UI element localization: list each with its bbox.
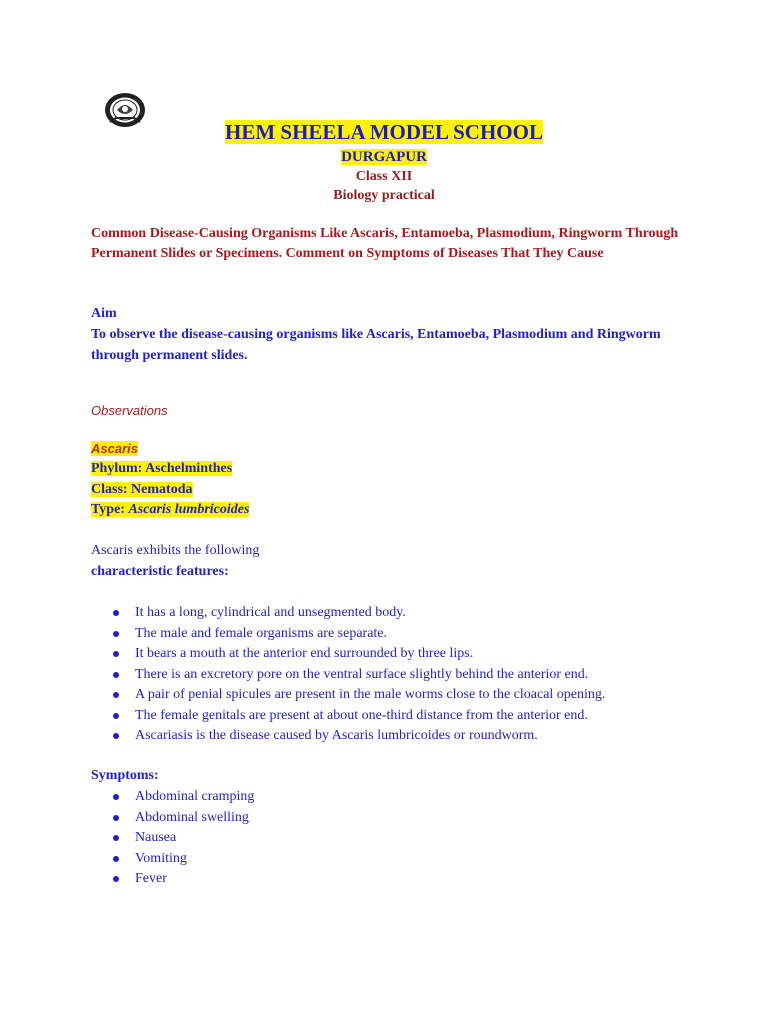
list-item: The female genitals are present at about one-third distance from the anterior end. [113,706,605,727]
list-item: Vomiting [113,849,254,870]
list-item: Fever [113,869,254,890]
practical-title: Common Disease-Causing Organisms Like Ascaris, Entamoeba, Plasmodium, Ringworm Through Permanent Slides or Specimens. Comment on Symptoms of Diseases That They Cause [91,226,679,261]
list-item: There is an excretory pore on the ventral surface slightly behind the anterior end. [113,665,605,686]
list-item: A pair of penial spicules are present in the male worms close to the cloacal opening. [113,685,605,706]
features-intro: Ascaris exhibits the following [91,543,260,558]
type-line [91,500,249,520]
aim-label: Aim [91,306,117,321]
school-city: DURGAPUR [341,149,427,165]
phylum-line: Phylum: Aschelminthes [91,461,233,476]
aim-text: To observe the disease-causing organisms like Ascaris, Entamoeba, Plasmodium and Ringworm through permanent slides. [91,327,661,363]
class-label: Class XII [355,169,413,184]
type-value: Ascaris lumbricoides [128,502,250,517]
list-item: It has a long, cylindrical and unsegmented body. [113,603,605,624]
symptoms-list [113,787,254,890]
school-name: HEM SHEELA MODEL SCHOOL [225,120,543,144]
symptoms-label: Symptoms: [91,768,159,783]
list-item: It bears a mouth at the anterior end surrounded by three lips. [113,644,605,665]
features-heading: characteristic features: [91,564,229,579]
organism-name: Ascaris [91,441,138,456]
list-item: Abdominal swelling [113,808,254,829]
type-label: Type: [91,502,129,517]
subject-label: Biology practical [333,188,435,203]
list-item: Nausea [113,828,254,849]
features-list [113,603,605,747]
list-item: Ascariasis is the disease caused by Ascaris lumbricoides or roundworm. [113,726,605,747]
class-line: Class: Nematoda [91,482,193,497]
observations-label: Observations [91,403,168,418]
list-item: The male and female organisms are separate. [113,624,605,645]
list-item: Abdominal cramping [113,787,254,808]
